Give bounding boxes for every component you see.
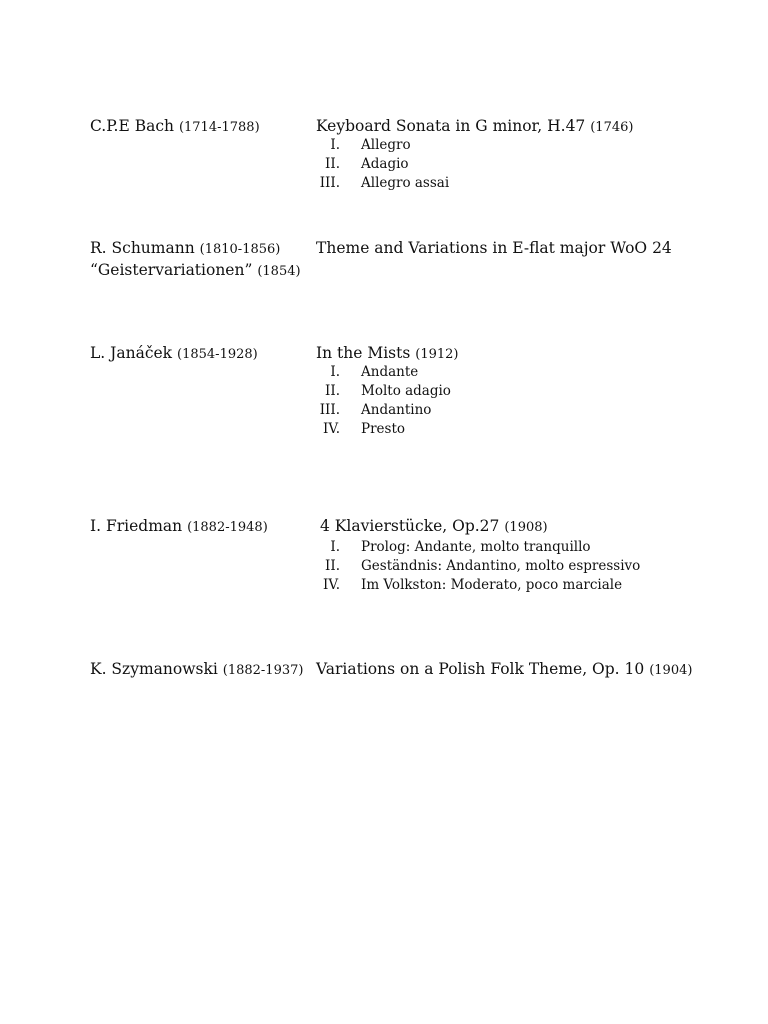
subtitle-label: “Geistervariationen” (90, 261, 253, 279)
movement-title: Prolog: Andante, molto tranquillo (361, 539, 591, 555)
movement-number: II. (325, 156, 340, 172)
composer-dates: (1714-1788) (178, 120, 260, 135)
work-label: In the Mists (316, 344, 411, 362)
composer-name (90, 117, 260, 135)
movement-title: Molto adagio (361, 383, 451, 399)
work-title (316, 117, 633, 135)
composer-label: K. Szymanowski (90, 660, 218, 678)
work-title (320, 517, 548, 535)
movement-number: IV. (322, 421, 340, 437)
work-label: Variations on a Polish Folk Theme, Op. 10 (316, 660, 645, 678)
movement-number: I. (330, 364, 340, 380)
composer-name (90, 239, 301, 279)
composer-dates: (1854-1928) (177, 347, 258, 362)
composer-label: I. Friedman (90, 517, 183, 535)
movement-number: III. (319, 402, 340, 418)
work-title (316, 239, 672, 257)
movement-title: Im Volkston: Moderato, poco marciale (361, 577, 623, 593)
movement-title: Andante (361, 364, 419, 380)
composer-name (90, 517, 268, 535)
work-date: (1908) (504, 520, 548, 535)
movement-title: Allegro (361, 137, 411, 153)
composer-name (90, 344, 258, 362)
movement-number: IV. (322, 577, 340, 593)
composer-label: R. Schumann (90, 239, 195, 257)
movement-number: II. (325, 558, 340, 574)
work-title (316, 344, 458, 362)
work-label: Keyboard Sonata in G minor, H.47 (316, 117, 586, 135)
composer-dates: (1882-1948) (187, 520, 268, 535)
work-date: (1904) (649, 663, 693, 678)
movement-number: III. (319, 175, 340, 191)
movement-number: I. (330, 539, 340, 555)
movement-number: II. (325, 383, 340, 399)
movement-title: Andantino (361, 402, 432, 418)
movement-title: Presto (361, 421, 406, 437)
work-label: Theme and Variations in E-flat major WoO 24 (316, 239, 672, 257)
work-label: 4 Klavierstücke, Op.27 (320, 517, 500, 535)
subtitle-date: (1854) (257, 264, 301, 279)
movement-title: Adagio (361, 156, 409, 172)
work-date: (1746) (590, 120, 634, 135)
composer-name (90, 660, 303, 678)
movement-title: Allegro assai (361, 175, 450, 191)
work-date: (1912) (415, 347, 459, 362)
composer-dates: (1882-1937) (222, 663, 304, 678)
composer-label: C.P.E Bach (90, 117, 174, 135)
composer-label: L. Janáček (90, 344, 173, 362)
work-subtitle (90, 261, 301, 279)
composer-dates: (1810-1856) (199, 242, 281, 257)
work-title (316, 660, 692, 678)
movement-title: Geständnis: Andantino, molto espressivo (361, 558, 641, 574)
movement-number: I. (330, 137, 340, 153)
